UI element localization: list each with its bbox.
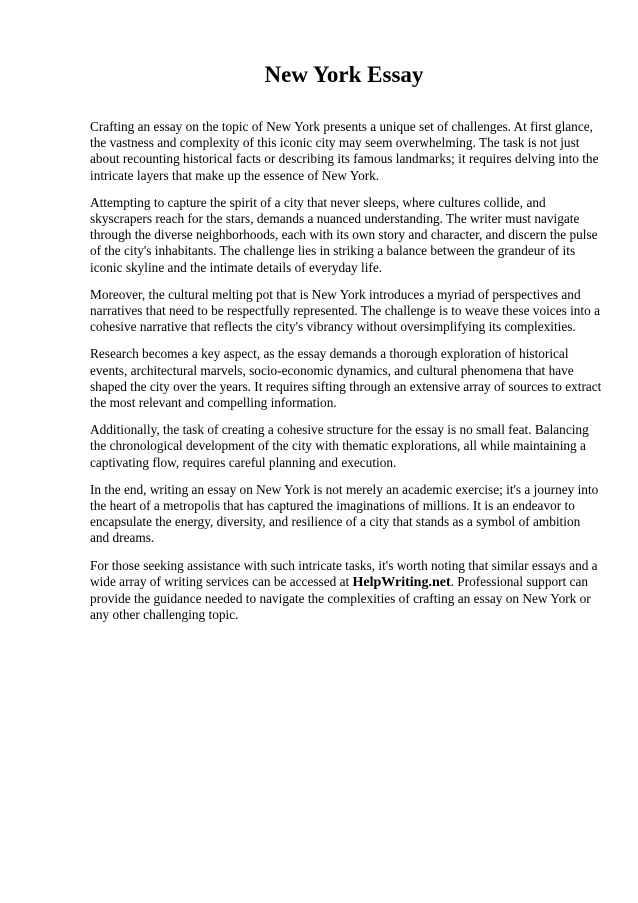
paragraph-4: Research becomes a key aspect, as the essay demands a thorough exploration of historical events, architectural marvels, socio-economic dynamics, and cultural phenomena that have shaped the city over the years. It requires sifting through an extensive array of sources to extract the most relevant and compelling information.	[90, 346, 602, 411]
paragraph-7-after-link: . Professional support can provide the guidance needed to navigate the complexities of crafting an essay on New York or any other challenging topic.	[90, 573, 591, 623]
paragraph-2: Attempting to capture the spirit of a city that never sleeps, where cultures collide, and skyscrapers reach for the stars, demands a nuanced understanding. The writer must navigate through the diverse neighborhoods, each with its own story and character, and discern the pulse of the city's inhabitants. The challenge lies in striking a balance between the grandeur of its iconic skyline and the intimate details of everyday life.	[90, 194, 598, 275]
paragraph-3: Moreover, the cultural melting pot that is New York introduces a myriad of perspectives and narratives that need to be respectfully represented. The challenge is to weave these voices into a cohesive narrative that reflects the city's vibrancy without oversimplifying its complexities.	[90, 286, 601, 335]
paragraph-7-before-link: For those seeking assistance with such intricate tasks, it's worth noting that similar essays and a wide array of writing services can be accessed at	[90, 557, 598, 589]
paragraph-1: Crafting an essay on the topic of New York presents a unique set of challenges. At first glance, the vastness and complexity of this iconic city may seem overwhelming. The task is not just about recounting historical facts or describing its famous landmarks; it requires delving into the intricate layers that make up the essence of New York.	[90, 119, 599, 183]
document-title: New York Essay	[264, 62, 424, 87]
paragraph-5: Additionally, the task of creating a cohesive structure for the essay is no small feat. Balancing the chronological development of the city with thematic explorations, all while maintaining a captivating flow, requires careful planning and execution.	[90, 422, 589, 470]
helpwriting-link[interactable]: HelpWriting.net	[352, 574, 451, 590]
document-body	[90, 119, 602, 634]
paragraph-7	[90, 558, 602, 624]
paragraph-6: In the end, writing an essay on New York is not merely an academic exercise; it's a journey into the heart of a metropolis that has captured the imaginations of millions. It is an endeavor to encapsulate the energy, diversity, and resilience of a city that stands as a symbol of ambition and dreams.	[90, 481, 599, 546]
